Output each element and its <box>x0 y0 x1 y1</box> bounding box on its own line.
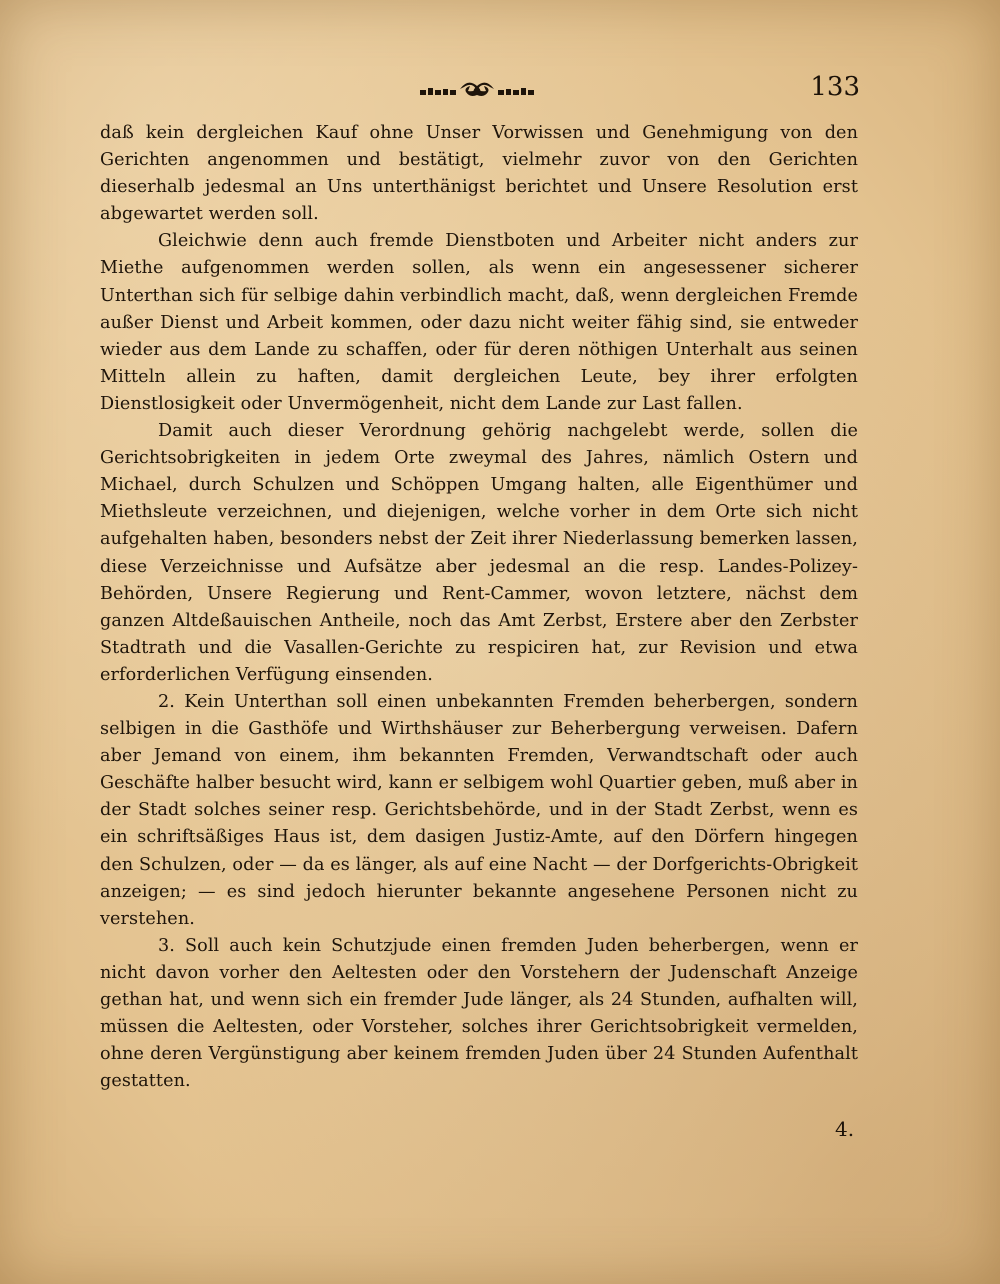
catchword: 4. <box>835 1117 855 1141</box>
paragraph-registration: Damit auch dieser Verordnung gehörig nachgelebt werde, sollen die Gerichtsobrigkeiten in jedem Orte zweymal des Jahres, nämlich Ostern und Michael, durch Schulzen und Schöppen Umgang halten, alle Eigenthümer und Miethsleute verzeichnen, und diejenigen, welche vorher in dem Orte sich nicht aufgehalten haben, besonders nebst der Zeit ihrer Niederlassung bemerken lassen, diese Verzeichnisse und Aufsätze aber jedesmal an die resp. Landes-Polizey-Behörden, Unsere Regierung und Rent-Cammer, wovon letztere, nächst dem ganzen Altdeßauischen Antheile, noch das Amt Zerbst, Erstere aber den Zerbster Stadtrath und die Vasallen-Gerichte zu respiciren hat, zur Revision und etwa erforderlichen Verfügung einsenden. <box>100 421 858 685</box>
page-header <box>100 72 860 106</box>
paragraph-servants: Gleichwie denn auch fremde Dienstboten und Arbeiter nicht anders zur Miethe aufgenommen werden sollen, als wenn ein angesessener sicherer Unterthan sich für selbige dahin verbindlich macht, daß, wenn dergleichen Fremde außer Dienst und Arbeit kommen, oder dazu nicht weiter fähig sind, sie entweder wieder aus dem Lande zu schaffen, oder für deren nöthigen Unterhalt aus seinen Mitteln allein zu haften, damit dergleichen Leute, bey ihrer erfolgten Dienstlosigkeit oder Unvermögenheit, nicht dem Lande zur Last fallen. <box>100 231 858 414</box>
printer-ornament-icon <box>418 78 536 100</box>
page-number: 133 <box>810 72 860 102</box>
paragraph-continuation: daß kein dergleichen Kauf ohne Unser Vorwissen und Genehmigung von den Gerichten angenommen und bestätigt, vielmehr zuvor von den Gerichten dieserhalb jedesmal an Uns unterthänigst berichtet und Unsere Resolution erst abgewartet werden soll. <box>100 123 858 225</box>
paragraph-section-2: 2. Kein Unterthan soll einen unbekannten Fremden beherbergen, sondern selbigen in die Gasthöfe und Wirthshäuser zur Beherbergung verweisen. Dafern aber Jemand von einem, ihm bekannten Fremden, Verwandtschaft oder auch Geschäfte halber besucht wird, kann er selbigem wohl Quartier geben, muß aber in der Stadt solches seiner resp. Gerichtsbehörde, und in der Stadt Zerbst, wenn es ein schriftsäßiges Haus ist, dem dasigen Justiz-Amte, auf den Dörfern hingegen den Schulzen, oder — da es länger, als auf eine Nacht — der Dorfgerichts-Obrigkeit anzeigen; — es sind jedoch hierunter bekannte angesehene Personen nicht zu verstehen. <box>100 691 858 929</box>
paragraph-section-3: 3. Soll auch kein Schutzjude einen fremden Juden beherbergen, wenn er nicht davon vorher den Aeltesten oder den Vorstehern der Judenschaft Anzeige gethan hat, und wenn sich ein fremder Jude länger, als 24 Stunden, aufhalten will, müssen die Aeltesten, oder Vorsteher, solches ihrer Gerichtsobrigkeit vermelden, ohne deren Vergünstigung aber keinem fremden Juden über 24 Stunden Aufenthalt gestatten. <box>100 935 858 1092</box>
body-text <box>100 120 858 1095</box>
